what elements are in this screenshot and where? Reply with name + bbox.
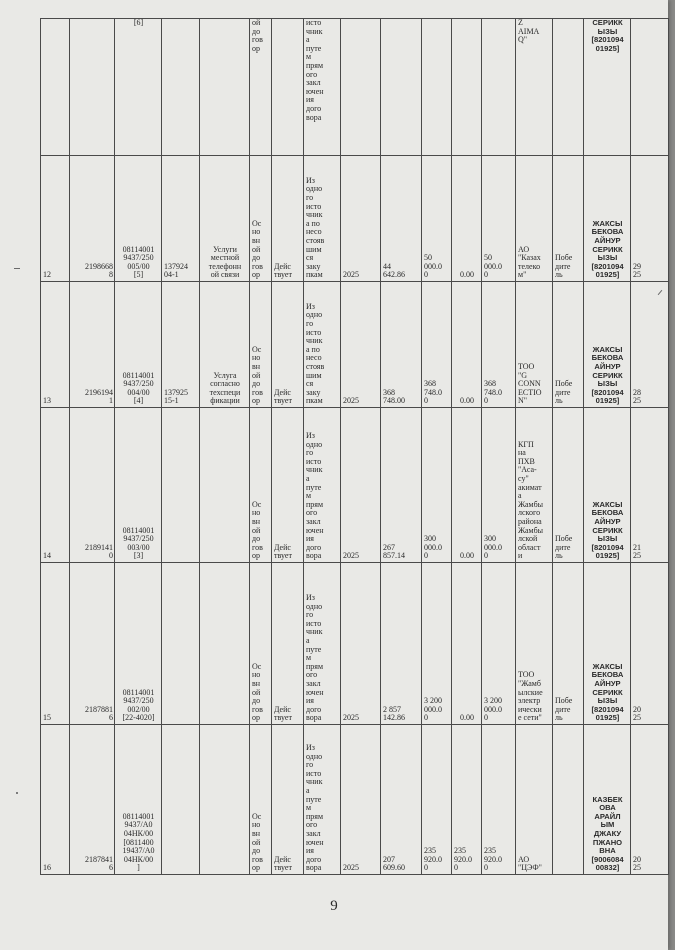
cell-amount: 368 748.00 [381,282,422,408]
cell-status: Дейс твует [272,563,304,725]
cell-supplier: АО "ЦЭФ" [516,725,553,875]
page-number: 9 [330,898,338,914]
cell-service [200,725,250,875]
cell-basis: Ос но вн ой до гов ор [250,156,272,282]
cell-zero: 235 920.0 0 [452,725,482,875]
cell-last: 29 25 [631,156,669,282]
cell-year: 2025 [341,563,381,725]
cell-amount: 44 642.86 [381,156,422,282]
contracts-table-wrapper [40,18,668,875]
cell-num: 16 [41,725,70,875]
cell-zero: 0.00 [452,563,482,725]
cell-num: 13 [41,282,70,408]
cell-service [200,563,250,725]
cell-planned [422,19,452,156]
cell-last [631,19,669,156]
cell-num: 14 [41,408,70,563]
cell-code [162,563,200,725]
cell-method: Из одно го исто чник а путе м прям ого закл ючен ия дого вора [304,725,341,875]
cell-zero: 0.00 [452,282,482,408]
cell-year: 2025 [341,408,381,563]
table-row [41,725,669,875]
table-row [41,563,669,725]
contracts-table [40,18,669,875]
cell-code: 137924 04-1 [162,156,200,282]
cell-status: Дейс твует [272,282,304,408]
cell-contract: 08114001 9437/250 002/00 [22-4020] [115,563,162,725]
cell-code [162,408,200,563]
cell-result [553,19,584,156]
cell-status: Дейс твует [272,156,304,282]
cell-total [482,19,516,156]
cell-contract: 08114001 9437/250 005/00 [5] [115,156,162,282]
cell-planned: 300 000.0 0 [422,408,452,563]
table-row [41,282,669,408]
cell-amount: 267 857.14 [381,408,422,563]
cell-num: 15 [41,563,70,725]
cell-amount: 2 857 142.86 [381,563,422,725]
cell-contract: 08114001 9437/А0 04НК/00 [0811400 19437/А0 04НК/00 ] [115,725,162,875]
cell-basis: ой до гов ор [250,19,272,156]
cell-planned: 3 200 000.0 0 [422,563,452,725]
cell-service [200,408,250,563]
cell-method: Из одно го исто чник а по несо стояв шим ся заку пкам [304,156,341,282]
cell-total: 50 000.0 0 [482,156,516,282]
cell-responsible: СЕРИКК ЫЗЫ [8201094 01925] [584,19,631,156]
cell-total: 235 920.0 0 [482,725,516,875]
cell-zero [452,19,482,156]
cell-year: 2025 [341,725,381,875]
cell-zero: 0.00 [452,156,482,282]
cell-result: Побе дите ль [553,408,584,563]
cell-planned: 235 920.0 0 [422,725,452,875]
cell-result: Побе дите ль [553,282,584,408]
cell-result: Побе дите ль [553,563,584,725]
cell-basis: Ос но вн ой до гов ор [250,282,272,408]
cell-contract: 08114001 9437/250 004/00 [4] [115,282,162,408]
cell-contract: 08114001 9437/250 003/00 [3] [115,408,162,563]
cell-supplier: ТОО "G CONN ECTIO N" [516,282,553,408]
cell-planned: 368 748.0 0 [422,282,452,408]
cell-status: Дейс твует [272,408,304,563]
margin-dot [16,792,18,794]
cell-last: 28 25 [631,282,669,408]
cell-num: 12 [41,156,70,282]
margin-mark [14,268,20,269]
cell-method: исто чник а путе м прям ого закл ючен ия дого вора [304,19,341,156]
cell-basis: Ос но вн ой до гов ор [250,725,272,875]
table-row [41,19,669,156]
cell-method: Из одно го исто чник а путе м прям ого закл ючен ия дого вора [304,563,341,725]
cell-id: 2196194 1 [70,282,115,408]
cell-code: 137925 15-1 [162,282,200,408]
cell-last: 21 25 [631,408,669,563]
cell-code [162,725,200,875]
cell-basis: Ос но вн ой до гов ор [250,408,272,563]
cell-supplier: Z AIMA Q" [516,19,553,156]
cell-basis: Ос но вн ой до гов ор [250,563,272,725]
cell-result: Побе дите ль [553,156,584,282]
cell-responsible: КАЗБЕК ОВА АРАЙЛ ЫМ ДЖАКУ ПЖАНО ВНА [9006084 00832] [584,725,631,875]
cell-id: 2198668 8 [70,156,115,282]
cell-id: 2189141 0 [70,408,115,563]
cell-service [200,19,250,156]
cell-amount: 207 609.60 [381,725,422,875]
table-row [41,408,669,563]
cell-service: Услуга согласно техспеци фикации [200,282,250,408]
cell-responsible: ЖАКСЫ БЕКОВА АЙНУР СЕРИКК ЫЗЫ [8201094 01925] [584,156,631,282]
cell-method: Из одно го исто чник а по несо стояв шим ся заку пкам [304,282,341,408]
cell-result [553,725,584,875]
cell-supplier: ТОО "Жамб ылские электр ически е сети" [516,563,553,725]
cell-status: Дейс твует [272,725,304,875]
cell-total: 300 000.0 0 [482,408,516,563]
cell-total: 368 748.0 0 [482,282,516,408]
table-row [41,156,669,282]
cell-contract: [6] [115,19,162,156]
cell-responsible: ЖАКСЫ БЕКОВА АЙНУР СЕРИКК ЫЗЫ [8201094 01925] [584,408,631,563]
cell-id: 2187841 6 [70,725,115,875]
cell-responsible: ЖАКСЫ БЕКОВА АЙНУР СЕРИКК ЫЗЫ [8201094 01925] [584,282,631,408]
cell-num [41,19,70,156]
cell-responsible: ЖАКСЫ БЕКОВА АЙНУР СЕРИКК ЫЗЫ [8201094 01925] [584,563,631,725]
cell-year: 2025 [341,282,381,408]
cell-service: Услуги местной телефонн ой связи [200,156,250,282]
cell-total: 3 200 000.0 0 [482,563,516,725]
cell-last: 20 25 [631,563,669,725]
cell-supplier: АО "Казах телеко м" [516,156,553,282]
cell-year [341,19,381,156]
cell-supplier: КГП на ПХВ "Аса- су" акимат а Жамбы лского района Жамбы лской област и [516,408,553,563]
cell-method: Из одно го исто чник а путе м прям ого закл ючен ия дого вора [304,408,341,563]
cell-id: 2187881 6 [70,563,115,725]
cell-status [272,19,304,156]
cell-year: 2025 [341,156,381,282]
cell-code [162,19,200,156]
cell-id [70,19,115,156]
cell-last: 20 25 [631,725,669,875]
cell-amount [381,19,422,156]
cell-zero: 0.00 [452,408,482,563]
cell-planned: 50 000.0 0 [422,156,452,282]
